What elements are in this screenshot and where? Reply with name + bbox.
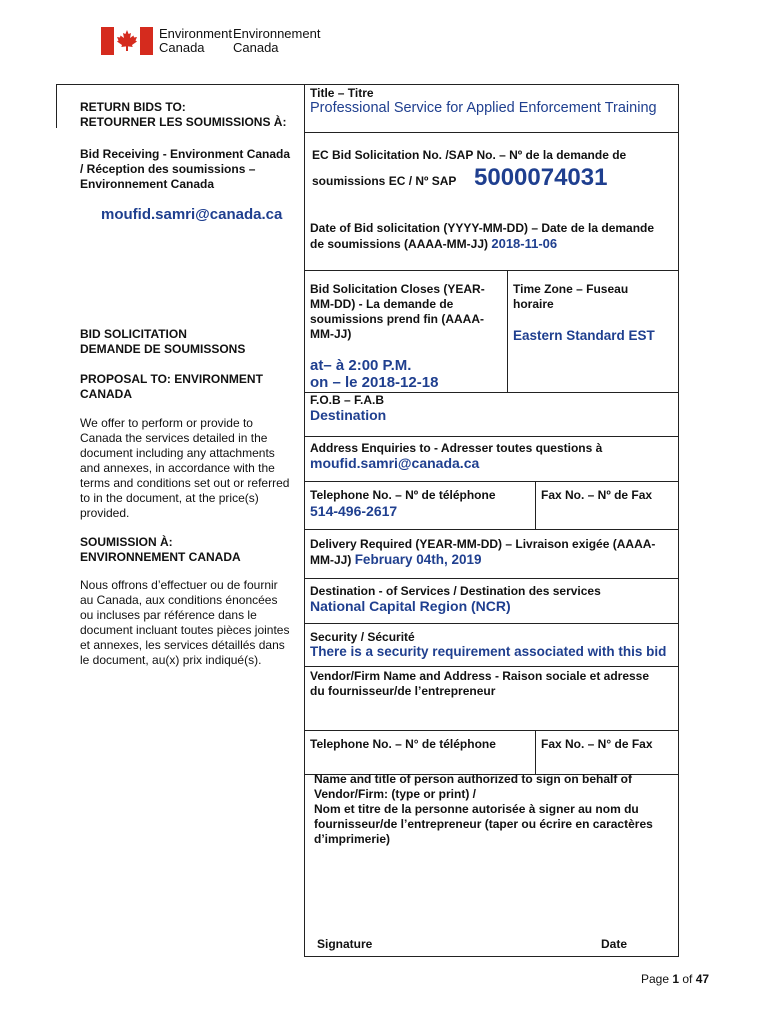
vendor-telephone-label: Telephone No. – N° de téléphone (310, 737, 496, 751)
date-label-line1: Date of Bid solicitation (YYYY-MM-DD) – Date de la demande (310, 221, 655, 235)
offer-paragraph-en: We offer to perform or provide to Canada the services detailed in the document including any attachments and annexes, in accordance with the terms and conditions set out or referred to in the document, at the price(s) provided. (80, 416, 290, 520)
fob-label: F.O.B – F.A.B (310, 393, 385, 407)
delivery-value: February 04th, 2019 (354, 552, 482, 567)
soumission-heading: SOUMISSION À: ENVIRONNEMENT CANADA (80, 535, 241, 564)
org-name-fr-line1: Environnement (233, 26, 321, 41)
bid-receiving-block: Bid Receiving - Environment Canada / Réception des soumissions – Environnement Canada (80, 147, 291, 191)
page-indicator: Page 1 of 47 (641, 972, 710, 986)
org-name-en-line2: Canada (159, 40, 205, 55)
org-name-en-line1: Environment (159, 26, 232, 41)
offer-paragraph-fr: Nous offrons d’effectuer ou de fournir au Canada, aux conditions énoncées ou incluses par référence dans le document incluant toutes pièces jointes et annexes, les services détaillés dans le document, au(x) prix indiqué(s). (80, 578, 290, 667)
telephone-label: Telephone No. – Nº de téléphone (310, 488, 496, 502)
outer-top-border (56, 84, 679, 85)
outer-right-border (678, 84, 679, 956)
address-enquiries-email: moufid.samri@canada.ca (310, 455, 480, 471)
title-value: Professional Service for Applied Enforcement Training (310, 100, 657, 116)
closes-label: Bid Solicitation Closes (YEAR- MM-DD) - La demande de soumissions prend fin (AAAA- MM-JJ) (310, 282, 485, 341)
bid-solicitation-heading: BID SOLICITATION DEMANDE DE SOUMISSONS (80, 327, 246, 356)
vendor-fax-label: Fax No. – N° de Fax (541, 737, 653, 751)
timezone-value: Eastern Standard EST (513, 328, 655, 343)
ec-bid-label-line1: EC Bid Solicitation No. /SAP No. – Nº de la demande de (312, 148, 627, 162)
environment-canada-logo (101, 26, 321, 57)
org-name-fr-line2: Canada (233, 40, 279, 55)
timezone-label: Time Zone – Fuseau horaire (513, 282, 629, 311)
telephone-value: 514-496-2617 (310, 503, 398, 519)
ec-bid-label-line2: soumissions EC / Nº SAP (312, 174, 457, 188)
delivery-label-line1: Delivery Required (YEAR-MM-DD) – Livraison exigée (AAAA- (310, 537, 656, 551)
canada-flag-icon (101, 27, 153, 55)
bid-date-value: 2018-11-06 (491, 236, 558, 251)
address-enquiries-label: Address Enquiries to - Adresser toutes questions à (310, 441, 603, 455)
fob-value: Destination (310, 407, 387, 423)
authorized-person-label: Name and title of person authorized to sign on behalf of Vendor/Firm: (type or print) / Nom et titre de la personne autorisée à signer au nom du fournisseur/de l’entrepreneur (taper ou écrire en caractères d’imprimerie) (314, 772, 653, 846)
closing-date: on – le 2018-12-18 (310, 374, 439, 391)
fax-label: Fax No. – Nº de Fax (541, 488, 653, 502)
security-value: There is a security requirement associated with this bid (310, 644, 667, 659)
signature-date-label: Date (601, 937, 628, 951)
delivery-label-line2: MM-JJ) February 04th, 2019 (310, 552, 482, 567)
total-pages: 47 (695, 972, 710, 986)
security-label: Security / Sécurité (310, 630, 415, 644)
current-page: 1 (672, 972, 680, 986)
outer-left-border (56, 84, 57, 128)
return-bids-heading: RETURN BIDS TO: RETOURNER LES SOUMISSIONS À: (80, 100, 287, 129)
signature-label: Signature (317, 937, 373, 951)
proposal-to-heading: PROPOSAL TO: ENVIRONMENT CANADA (80, 372, 263, 401)
left-contact-email: moufid.samri@canada.ca (101, 206, 283, 223)
destination-label: Destination - of Services / Destination des services (310, 584, 601, 598)
closing-time: at– à 2:00 P.M. (310, 357, 412, 374)
vendor-label: Vendor/Firm Name and Address - Raison sociale et adresse du fournisseur/de l’entrepreneur (310, 669, 650, 698)
destination-value: National Capital Region (NCR) (310, 598, 511, 614)
title-label: Title – Titre (310, 86, 374, 100)
right-column-left-border (304, 84, 305, 956)
date-label-line2: de soumissions (AAAA-MM-JJ) 2018-11-06 (310, 236, 558, 251)
sap-number: 5000074031 (474, 164, 608, 191)
